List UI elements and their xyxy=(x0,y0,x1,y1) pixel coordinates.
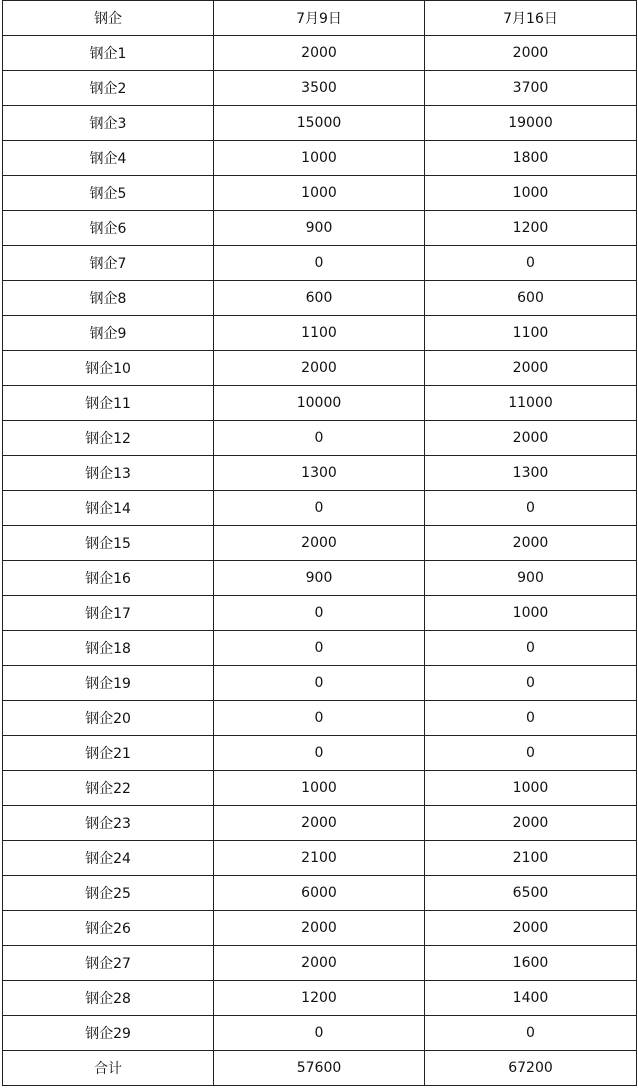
table-row xyxy=(3,351,637,386)
jul16-value-cell: 1000 xyxy=(425,771,637,806)
company-cell: 钢企7 xyxy=(3,246,214,281)
jul9-value-cell: 0 xyxy=(214,631,425,666)
jul16-value-cell: 0 xyxy=(425,491,637,526)
jul9-value-cell: 2000 xyxy=(214,911,425,946)
jul9-value-cell: 2000 xyxy=(214,526,425,561)
jul16-value-cell: 2000 xyxy=(425,36,637,71)
jul9-value-cell: 0 xyxy=(214,736,425,771)
company-cell: 钢企15 xyxy=(3,526,214,561)
jul9-value-cell: 1200 xyxy=(214,981,425,1016)
jul16-value-cell: 2000 xyxy=(425,526,637,561)
jul9-value-cell: 900 xyxy=(214,561,425,596)
table-row xyxy=(3,841,637,876)
company-cell: 钢企24 xyxy=(3,841,214,876)
company-cell: 钢企20 xyxy=(3,701,214,736)
jul9-value-cell: 2100 xyxy=(214,841,425,876)
table-row xyxy=(3,246,637,281)
jul16-value-cell: 1300 xyxy=(425,456,637,491)
table-row xyxy=(3,911,637,946)
jul16-value-cell: 0 xyxy=(425,666,637,701)
table-row xyxy=(3,631,637,666)
jul9-value-cell: 0 xyxy=(214,491,425,526)
company-cell: 钢企2 xyxy=(3,71,214,106)
company-cell: 钢企25 xyxy=(3,876,214,911)
jul9-value-cell: 0 xyxy=(214,701,425,736)
jul9-value-cell: 0 xyxy=(214,1016,425,1051)
jul16-value-cell: 1000 xyxy=(425,596,637,631)
header-date-jul9: 7月9日 xyxy=(214,1,425,36)
table-row xyxy=(3,456,637,491)
company-cell: 钢企16 xyxy=(3,561,214,596)
company-cell: 钢企19 xyxy=(3,666,214,701)
jul16-value-cell: 900 xyxy=(425,561,637,596)
company-cell: 钢企21 xyxy=(3,736,214,771)
jul16-value-cell: 600 xyxy=(425,281,637,316)
jul9-value-cell: 1000 xyxy=(214,771,425,806)
jul16-value-cell: 0 xyxy=(425,246,637,281)
company-cell: 钢企23 xyxy=(3,806,214,841)
table-row xyxy=(3,666,637,701)
jul16-value-cell: 2100 xyxy=(425,841,637,876)
company-cell: 钢企4 xyxy=(3,141,214,176)
company-cell: 钢企13 xyxy=(3,456,214,491)
jul16-value-cell: 6500 xyxy=(425,876,637,911)
jul9-value-cell: 0 xyxy=(214,246,425,281)
jul16-value-cell: 2000 xyxy=(425,421,637,456)
company-cell: 钢企3 xyxy=(3,106,214,141)
table-row xyxy=(3,36,637,71)
total-row xyxy=(3,1051,637,1086)
table-row xyxy=(3,561,637,596)
company-cell: 钢企1 xyxy=(3,36,214,71)
table-row xyxy=(3,701,637,736)
table-row xyxy=(3,736,637,771)
jul9-value-cell: 1300 xyxy=(214,456,425,491)
company-cell: 钢企8 xyxy=(3,281,214,316)
jul16-value-cell: 3700 xyxy=(425,71,637,106)
jul16-value-cell: 11000 xyxy=(425,386,637,421)
company-cell: 钢企9 xyxy=(3,316,214,351)
table-row xyxy=(3,491,637,526)
header-company: 钢企 xyxy=(3,1,214,36)
jul16-value-cell: 2000 xyxy=(425,806,637,841)
table-row xyxy=(3,771,637,806)
company-cell: 合计 xyxy=(3,1051,214,1086)
table-row xyxy=(3,421,637,456)
company-cell: 钢企10 xyxy=(3,351,214,386)
jul9-value-cell: 6000 xyxy=(214,876,425,911)
jul16-value-cell: 2000 xyxy=(425,911,637,946)
table-row xyxy=(3,281,637,316)
table-row xyxy=(3,176,637,211)
company-cell: 钢企27 xyxy=(3,946,214,981)
company-cell: 钢企14 xyxy=(3,491,214,526)
jul16-value-cell: 1200 xyxy=(425,211,637,246)
jul9-value-cell: 2000 xyxy=(214,946,425,981)
jul16-value-cell: 0 xyxy=(425,701,637,736)
company-cell: 钢企5 xyxy=(3,176,214,211)
company-cell: 钢企22 xyxy=(3,771,214,806)
jul9-value-cell: 2000 xyxy=(214,806,425,841)
jul16-value-cell: 1600 xyxy=(425,946,637,981)
jul9-value-cell: 0 xyxy=(214,596,425,631)
jul16-value-cell: 0 xyxy=(425,631,637,666)
header-row xyxy=(3,1,637,36)
jul9-value-cell: 600 xyxy=(214,281,425,316)
jul16-value-cell: 1800 xyxy=(425,141,637,176)
jul9-value-cell: 57600 xyxy=(214,1051,425,1086)
company-cell: 钢企17 xyxy=(3,596,214,631)
company-cell: 钢企11 xyxy=(3,386,214,421)
jul9-value-cell: 10000 xyxy=(214,386,425,421)
table-row xyxy=(3,806,637,841)
jul16-value-cell: 1400 xyxy=(425,981,637,1016)
company-cell: 钢企28 xyxy=(3,981,214,1016)
table-row xyxy=(3,71,637,106)
jul9-value-cell: 2000 xyxy=(214,36,425,71)
table-row xyxy=(3,596,637,631)
jul16-value-cell: 2000 xyxy=(425,351,637,386)
table-body xyxy=(3,36,637,1086)
table-row xyxy=(3,386,637,421)
header-date-jul16: 7月16日 xyxy=(425,1,637,36)
jul16-value-cell: 19000 xyxy=(425,106,637,141)
jul9-value-cell: 0 xyxy=(214,421,425,456)
table-row xyxy=(3,316,637,351)
steel-company-table xyxy=(2,0,637,1086)
company-cell: 钢企29 xyxy=(3,1016,214,1051)
jul9-value-cell: 0 xyxy=(214,666,425,701)
jul9-value-cell: 1100 xyxy=(214,316,425,351)
jul9-value-cell: 1000 xyxy=(214,176,425,211)
jul9-value-cell: 2000 xyxy=(214,351,425,386)
table-row xyxy=(3,946,637,981)
company-cell: 钢企26 xyxy=(3,911,214,946)
jul16-value-cell: 1000 xyxy=(425,176,637,211)
jul16-value-cell: 0 xyxy=(425,736,637,771)
jul16-value-cell: 0 xyxy=(425,1016,637,1051)
table-row xyxy=(3,876,637,911)
table-row xyxy=(3,526,637,561)
table-row xyxy=(3,1016,637,1051)
table-row xyxy=(3,981,637,1016)
table-row xyxy=(3,211,637,246)
jul16-value-cell: 67200 xyxy=(425,1051,637,1086)
jul16-value-cell: 1100 xyxy=(425,316,637,351)
company-cell: 钢企18 xyxy=(3,631,214,666)
table-row xyxy=(3,141,637,176)
company-cell: 钢企12 xyxy=(3,421,214,456)
jul9-value-cell: 3500 xyxy=(214,71,425,106)
company-cell: 钢企6 xyxy=(3,211,214,246)
jul9-value-cell: 900 xyxy=(214,211,425,246)
jul9-value-cell: 15000 xyxy=(214,106,425,141)
table-row xyxy=(3,106,637,141)
jul9-value-cell: 1000 xyxy=(214,141,425,176)
